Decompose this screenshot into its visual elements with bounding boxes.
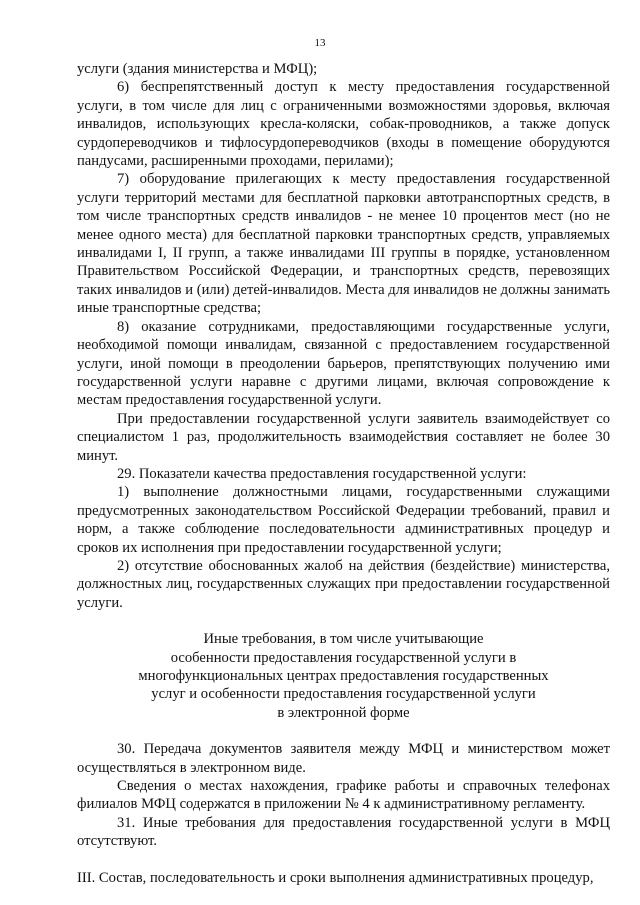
paragraph: услуги (здания министерства и МФЦ); bbox=[77, 61, 318, 77]
section-heading: III. Состав, последовательность и сроки выполнения административных процедур, bbox=[77, 869, 594, 886]
paragraph: 30. Передача документов заявителя между МФЦ и министерством может осуществляться в электронном виде. bbox=[77, 741, 610, 776]
heading-line: многофункциональных центрах предоставления государственных bbox=[138, 668, 549, 684]
heading-line: Иные требования, в том числе учитывающие bbox=[203, 631, 484, 648]
subsection-heading bbox=[77, 630, 610, 722]
document-body bbox=[77, 60, 610, 887]
paragraph: Сведения о местах нахождения, графике работы и справочных телефонах филиалов МФЦ содержатся в приложении № 4 к административному регламенту. bbox=[77, 778, 610, 813]
paragraph: 2) отсутствие обоснованных жалоб на действия (бездействие) министерства, должностных лиц, государственных служащих при предоставлении государственной услуги. bbox=[77, 557, 610, 611]
paragraph: 1) выполнение должностными лицами, государственными служащими предусмотренных законодательством Российской Федерации требований, правил и норм, а также соблюдение последовательности административных процедур и сроков их исполнения при предоставлении государственной услуги; bbox=[77, 484, 610, 556]
heading-line: услуг и особенности предоставления государственной услуги bbox=[151, 686, 536, 703]
paragraph: 31. Иные требования для предоставления государственной услуги в МФЦ отсутствуют. bbox=[77, 814, 610, 850]
heading-line: особенности предоставления государственной услуги в bbox=[170, 649, 517, 666]
page-number: 13 bbox=[314, 37, 326, 49]
paragraph: При предоставлении государственной услуги заявитель взаимодействует со специалистом 1 раз, продолжительность взаимодействия составляет не более 30 минут. bbox=[77, 410, 610, 464]
heading-line: в электронной форме bbox=[277, 704, 410, 721]
paragraph: 8) оказание сотрудниками, предоставляющими государственные услуги, необходимой помощи инвалидам, связанной с предоставлением государственной услуги, иной помощи в преодолении барьеров, препятствующих получению ими государственной услуги наравне с другими лицами, включая сопровождение к местам предоставления государственной услуги. bbox=[77, 318, 610, 409]
paragraph: 29. Показатели качества предоставления государственной услуги: bbox=[117, 465, 527, 482]
paragraph: 6) беспрепятственный доступ к месту предоставления государственной услуги, в том числе для лиц с ограниченными возможностями здоровья, включая инвалидов, использующих кресла-коляски, собак-проводников, а также допуск сурдопереводчиков и тифлосурдопереводчиков (входы в помещение оборудуются пандусами, расширенными проходами, перилами); bbox=[77, 79, 610, 170]
paragraph: 7) оборудование прилегающих к месту предоставления государственной услуги территорий местами для бесплатной парковки автотранспортных средств, в том числе транспортных средств инвалидов - не менее 10 процентов мест (но не менее одного места) для бесплатной парковки транспортных средств, управляемых инвалидами I, II групп, а также инвалидами III группы в порядке, установленном Правительством Российской Федерации, и транспортных средств, перевозящих таких инвалидов и (или) детей-инвалидов. Места для инвалидов не должны занимать иные транспортные средства; bbox=[77, 171, 610, 317]
